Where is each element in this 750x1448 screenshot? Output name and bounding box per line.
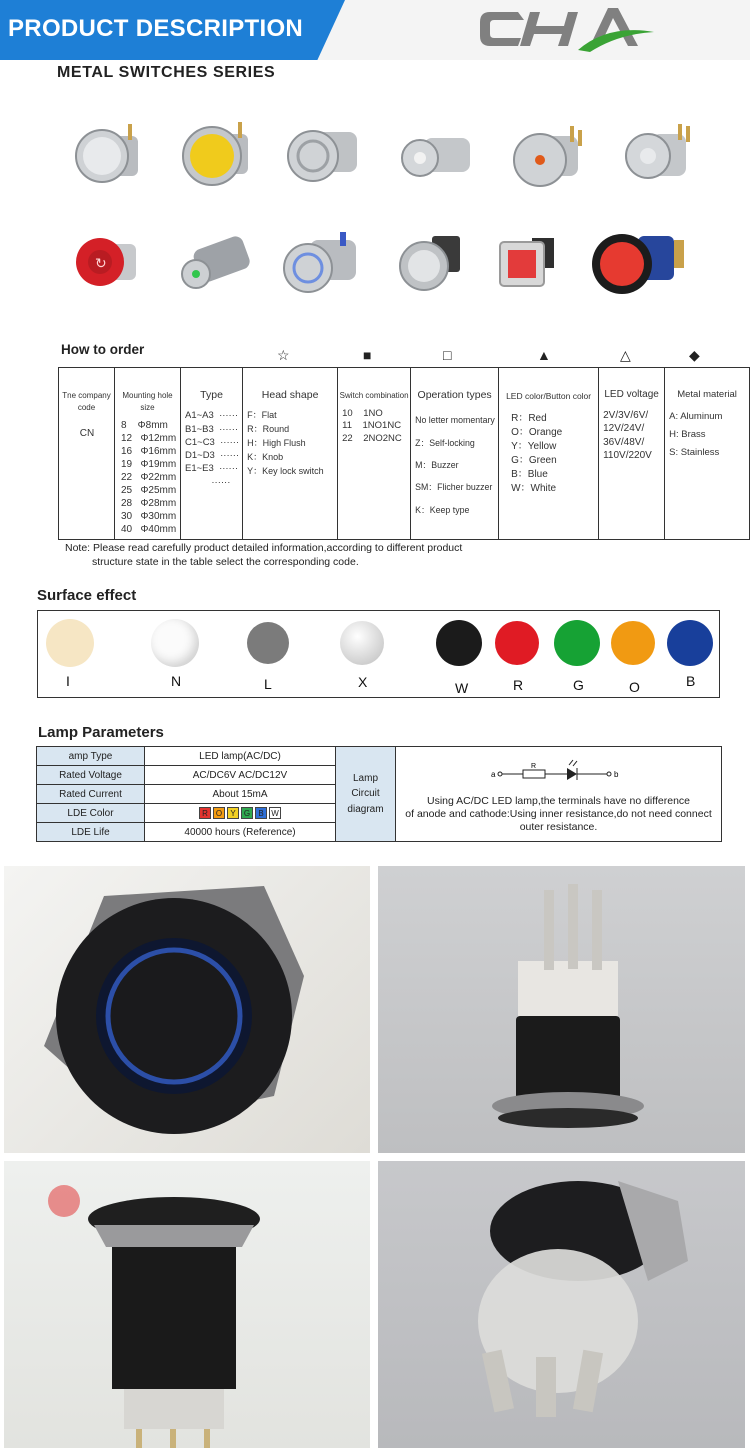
surface-swatch-x <box>340 621 384 665</box>
switch-red-dot-image <box>508 124 588 190</box>
led-color-item: Y：Yellow <box>511 441 557 453</box>
surface-swatch-label: R <box>513 677 524 693</box>
led-voltage-item: 110V/220V <box>603 450 652 461</box>
circuit-description: Using AC/DC LED lamp,the terminals have no difference of anode and cathode:Using inner resistance,do not need connect outer resistance. <box>405 794 712 833</box>
surface-swatch-r <box>495 621 539 665</box>
led-voltage-list <box>599 403 664 463</box>
mounting-item: 16 Φ16mm <box>121 446 177 458</box>
symbol-open-square: □ <box>443 347 452 363</box>
switch-red-mushroom-image <box>588 226 694 298</box>
surface-swatch-label: X <box>358 674 368 690</box>
type-item: E1~E3 ······ <box>185 463 239 475</box>
surface-swatch-label: G <box>573 677 584 693</box>
symbol-filled-square: ■ <box>363 347 372 363</box>
photo-black-switch-angled <box>4 1161 370 1448</box>
col-led-voltage: LED voltage 2V/3V/6V/ 12V/24V/ 36V/48V/ 110V/220V <box>599 368 665 540</box>
col-metal-material: Metal material A: Aluminum H: Brass S: Stainless <box>665 368 750 540</box>
led-color-item: O：Orange <box>511 427 563 439</box>
col-type: Type A1~A3 ······ B1~B3 ······ C1~C3 ······ D1~D3 ······ E1~E3 ······ ······ <box>181 368 243 540</box>
operation-types-list <box>411 403 498 521</box>
lamp-key: LDE Color <box>37 804 145 823</box>
photo-black-switch-side <box>378 866 745 1153</box>
switch-yellow-dome-image <box>178 120 258 192</box>
photo-black-switch-front <box>4 866 370 1153</box>
switch-ring-flush-image <box>285 122 365 190</box>
switch-combination-list <box>338 402 410 446</box>
header-banner <box>0 0 750 60</box>
svg-text:R: R <box>530 762 536 770</box>
operation-type-item: Z：Self-locking <box>415 437 475 448</box>
symbol-filled-triangle: ▲ <box>537 347 551 363</box>
svg-text:a: a <box>490 769 495 779</box>
mounting-item: 22 Φ22mm <box>121 472 177 484</box>
lamp-value: LED lamp(AC/DC) <box>145 747 336 766</box>
col-head-shape: Head shape F：Flat R：Round H：High Flush K：Knob Y：Key lock switch <box>243 368 338 540</box>
mounting-item: 40 Φ40mm <box>121 524 177 536</box>
surface-swatch-n <box>151 619 199 667</box>
symbol-open-triangle: △ <box>620 347 631 363</box>
surface-swatch-label: L <box>264 676 272 692</box>
operation-type-item: M：Buzzer <box>415 460 459 471</box>
operation-type-item: SM：Flicher buzzer <box>415 482 493 493</box>
type-list <box>181 403 242 489</box>
lamp-value: 40000 hours (Reference) <box>145 823 336 842</box>
led-color-code: Y <box>227 807 239 819</box>
switch-combination-item: 11 1NO1NC <box>342 420 402 432</box>
led-color-item: R：Red <box>511 413 547 425</box>
surface-swatch-label: B <box>686 673 696 689</box>
banner-title: PRODUCT DESCRIPTION <box>8 15 304 42</box>
lamp-key: Rated Voltage <box>37 766 145 785</box>
switch-silver-high-image <box>622 122 698 188</box>
led-voltage-item: 2V/3V/6V/ <box>603 409 649 421</box>
type-item: C1~C3 ······ <box>185 436 240 448</box>
switch-terminals-image <box>378 1161 745 1448</box>
mounting-item: 19 Φ19mm <box>121 459 177 471</box>
surface-swatch-label: O <box>629 679 640 695</box>
mounting-item: 12 Φ12mm <box>121 433 177 445</box>
surface-swatch-b <box>667 620 713 666</box>
surface-swatch-label: I <box>66 673 70 689</box>
svg-text:b: b <box>613 769 618 779</box>
surface-swatch-i <box>46 619 94 667</box>
switch-green-led-image <box>178 230 258 292</box>
lamp-parameters-title: Lamp Parameters <box>38 724 164 741</box>
switch-combination-item: 22 2NO2NC <box>342 433 402 445</box>
col-operation-types: Operation types No letter momentary Z：Self-locking M：Buzzer SM：Flicher buzzer K：Keep type <box>411 368 499 540</box>
col-mounting-hole: Mounting hole size 8 Φ8mm 12 Φ12mm 16 Φ16mm 19 Φ19mm 22 Φ22mm 25 Φ25mm 28 Φ28mm 30 Φ30mm 40 Φ40mm <box>115 368 181 540</box>
led-voltage-item: 12V/24V/ <box>603 423 645 434</box>
operation-type-item: K：Keep type <box>415 504 470 515</box>
black-switch-angled-image <box>4 1161 370 1448</box>
type-item: A1~A3 ······ <box>185 410 239 422</box>
switch-blue-ring-image <box>282 228 362 296</box>
type-item: D1~D3 ······ <box>185 450 240 462</box>
lamp-key: amp Type <box>37 747 145 766</box>
col-led-color: LED color/Button color R：Red O：Orange Y：Yellow G：Green B：Blue W：White <box>499 368 599 540</box>
type-item: B1~B3 ······ <box>185 423 239 435</box>
switch-large-flat-image <box>398 230 474 294</box>
mounting-item: 8 Φ8mm <box>121 420 168 432</box>
head-shape-item: R：Round <box>247 424 290 435</box>
led-voltage-item: 36V/48V/ <box>603 436 645 448</box>
circuit-label-cell: Lamp Circuit diagram <box>336 747 396 842</box>
switch-flat-chrome-image <box>72 122 148 190</box>
order-note: Note: Please read carefully product detailed information,according to different product structure state in the table select the corresponding code. <box>65 542 463 568</box>
black-switch-side-image <box>378 866 745 1153</box>
metal-material-item: H: Brass <box>669 428 706 440</box>
switch-square-red-image <box>496 234 568 290</box>
head-shape-item: H：High Flush <box>247 438 306 449</box>
led-color-code: O <box>213 807 225 819</box>
head-shape-item: K：Knob <box>247 452 284 463</box>
head-shape-item: Y：Key lock switch <box>247 465 324 476</box>
surface-swatch-label: W <box>455 680 469 696</box>
mounting-item: 30 Φ30mm <box>121 511 177 523</box>
lamp-parameters-table <box>36 746 722 842</box>
surface-swatch-l <box>247 622 289 664</box>
circuit-diagram-cell <box>396 747 722 842</box>
metal-material-list <box>665 402 749 462</box>
led-color-code: B <box>255 807 267 819</box>
metal-material-item: A: Aluminum <box>669 410 723 422</box>
surface-effect-title: Surface effect <box>37 587 137 604</box>
col-company-code: Tne company code CN <box>59 368 115 540</box>
switch-combination-item: 10 1NO <box>342 407 383 419</box>
led-color-code: R <box>199 807 211 819</box>
lamp-key: LDE Life <box>37 823 145 842</box>
surface-swatch-g <box>554 620 600 666</box>
mounting-item: 25 Φ25mm <box>121 485 177 497</box>
head-shape-item: F：Flat <box>247 410 277 421</box>
head-shape-list <box>243 403 337 479</box>
led-color-item: B：Blue <box>511 469 548 481</box>
series-title: METAL SWITCHES SERIES <box>57 64 276 81</box>
lamp-value: About 15mA <box>145 785 336 804</box>
symbol-star: ☆ <box>277 347 290 363</box>
led-color-item: W：White <box>511 483 557 495</box>
symbol-diamond: ◆ <box>689 347 700 363</box>
order-code-table <box>58 367 750 540</box>
led-color-item: G：Green <box>511 455 557 467</box>
lamp-key: Rated Current <box>37 785 145 804</box>
lamp-color-codes <box>145 804 336 823</box>
led-color-list <box>499 402 598 496</box>
led-circuit-diagram-icon <box>489 757 629 787</box>
mounting-item: 28 Φ28mm <box>121 498 177 510</box>
surface-swatch-o <box>611 621 655 665</box>
how-to-order-title: How to order <box>61 342 145 357</box>
mounting-list <box>115 413 180 536</box>
col-switch-combination: Switch combination 10 1NO 11 1NO1NC 22 2NO2NC <box>338 368 411 540</box>
operation-type-item: No letter momentary <box>415 415 495 426</box>
photo-switch-terminals <box>378 1161 745 1448</box>
surface-swatch-w <box>436 620 482 666</box>
metal-material-item: S: Stainless <box>669 446 720 458</box>
switch-high-head-image <box>398 128 474 186</box>
svg-text:↻: ↻ <box>95 256 107 272</box>
surface-swatch-label: N <box>171 673 182 689</box>
led-color-code: W <box>269 807 281 819</box>
led-color-code: G <box>241 807 253 819</box>
cha-logo-icon <box>478 4 656 54</box>
switch-emergency-stop-image <box>72 228 148 292</box>
black-switch-front-image <box>4 866 370 1153</box>
lamp-value: AC/DC6V AC/DC12V <box>145 766 336 785</box>
type-item: ······ <box>185 476 231 488</box>
